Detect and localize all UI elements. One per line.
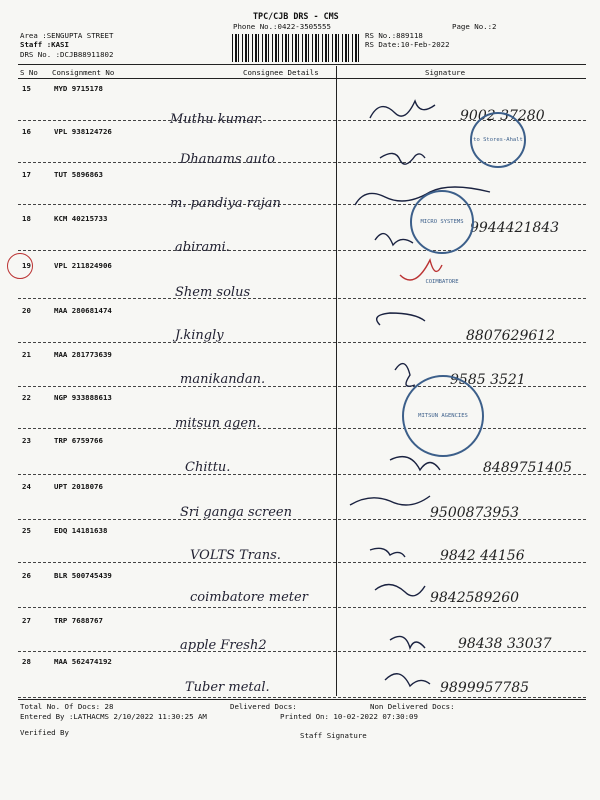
row-no: 28 — [22, 657, 31, 666]
row-no: 17 — [22, 170, 31, 179]
row-code: NGP 933888613 — [54, 393, 112, 402]
row-code: BLR 500745439 — [54, 571, 112, 580]
row-no: 24 — [22, 482, 31, 491]
handwritten-name: mitsun agen. — [175, 416, 261, 431]
handwritten-name: Sri ganga screen — [180, 505, 292, 520]
col-sno: S No — [20, 68, 38, 77]
delivered-docs: Delivered Docs: — [230, 702, 297, 711]
signature-mark — [380, 153, 425, 164]
printed-on: Printed On: 10-02-2022 07:30:09 — [280, 712, 418, 721]
column-divider — [336, 66, 337, 696]
header-rule-bottom — [18, 78, 586, 79]
handwritten-name: J.kingly — [175, 328, 224, 343]
row-code: MAA 281773639 — [54, 350, 112, 359]
handwritten-name: Dhanams auto — [180, 152, 275, 167]
row-no: 26 — [22, 571, 31, 580]
row-code: EDQ 14181638 — [54, 526, 108, 535]
row-code: TRP 7688767 — [54, 616, 103, 625]
barcode — [232, 34, 362, 62]
circled-row-mark — [7, 253, 33, 279]
page-number: Page No.:2 — [452, 22, 497, 31]
row-code: UPT 2018076 — [54, 482, 103, 491]
staff-signature: Staff Signature — [300, 731, 367, 740]
signature-mark — [375, 234, 413, 245]
signature-mark — [350, 496, 430, 505]
header-rule-top — [18, 64, 586, 65]
footer-rule — [18, 699, 586, 700]
row-code: TRP 6759766 — [54, 436, 103, 445]
drs-number: DRS No. :DCJB88911802 — [20, 50, 114, 59]
handwritten-name: abirami. — [175, 240, 230, 255]
area-label: Area :SENGUPTA STREET — [20, 31, 114, 40]
sheet-title: TPC/CJB DRS - CMS — [253, 11, 339, 21]
phone-number: Phone No.:0422-3505555 — [233, 22, 331, 31]
handwritten-name: Shem solus — [175, 285, 251, 300]
handwritten-name: m. pandiya rajan — [170, 196, 281, 211]
signature-mark — [370, 101, 435, 118]
handwritten-phone: 9899957785 — [440, 680, 530, 696]
handwritten-phone: 9842589260 — [430, 590, 520, 606]
micro-systems-stamp: MICRO SYSTEMS COIMBATORE — [410, 190, 474, 254]
entered-by: Entered By :LATHACMS 2/10/2022 11:30:25 AM — [20, 712, 207, 721]
handwritten-name: VOLTS Trans. — [190, 548, 281, 563]
handwritten-phone: 9944421843 — [470, 220, 560, 236]
row-code: VPL 938124726 — [54, 127, 112, 136]
row-no: 20 — [22, 306, 31, 315]
signature-mark — [395, 364, 415, 387]
handwritten-name: Chittu. — [185, 460, 231, 475]
row-code: MAA 562474192 — [54, 657, 112, 666]
handwritten-phone: 9585 3521 — [450, 372, 526, 388]
mitsun-agencies-stamp: MITSUN AGENCIES — [402, 375, 484, 457]
handwritten-phone: 8807629612 — [466, 328, 556, 344]
signature-mark — [370, 548, 405, 557]
row-no: 15 — [22, 84, 31, 93]
row-no: 16 — [22, 127, 31, 136]
row-code: MAA 280681474 — [54, 306, 112, 315]
total-docs: Total No. Of Docs: 28 — [20, 702, 114, 711]
signature-mark — [375, 584, 425, 595]
verified-by: Verified By — [20, 728, 69, 737]
row-no: 25 — [22, 526, 31, 535]
handwritten-phone: 8489751405 — [483, 460, 573, 476]
row-no: 22 — [22, 393, 31, 402]
row-no: 23 — [22, 436, 31, 445]
signature-mark — [390, 636, 425, 648]
col-consignee: Consignee Details — [243, 68, 319, 77]
row-code: MYD 9715178 — [54, 84, 103, 93]
handwritten-phone: 9500873953 — [430, 505, 520, 521]
row-no: 19 — [22, 261, 31, 270]
handwritten-phone: 9002 37280 — [460, 108, 545, 124]
row-code: TUT 5896863 — [54, 170, 103, 179]
handwritten-name: manikandan. — [180, 372, 266, 387]
row-no: 18 — [22, 214, 31, 223]
col-consignment: Consignment No — [52, 68, 115, 77]
row-code: KCM 40215733 — [54, 214, 108, 223]
handwritten-name: apple Fresh2 — [180, 638, 267, 653]
row-code: VPL 211824906 — [54, 261, 112, 270]
handwritten-phone: 98438 33037 — [458, 636, 552, 652]
signature-mark — [390, 457, 440, 470]
handwritten-phone: 9842 44156 — [440, 548, 525, 564]
rs-number: RS No.:889118 — [365, 31, 423, 40]
staff-label: Staff :KASI — [20, 40, 69, 49]
rs-date: RS Date:10-Feb-2022 — [365, 40, 450, 49]
non-delivered-docs: Non Delivered Docs: — [370, 702, 455, 711]
handwritten-name: Tuber metal. — [185, 680, 270, 695]
signature-mark — [385, 674, 430, 686]
row-no: 21 — [22, 350, 31, 359]
col-signature: Signature — [425, 68, 466, 77]
handwritten-name: Muthu kumar. — [170, 112, 264, 127]
row-no: 27 — [22, 616, 31, 625]
handwritten-name: coimbatore meter — [190, 590, 308, 605]
stores-stamp: to Stores-Ahalt — [470, 112, 526, 168]
signature-mark — [377, 313, 425, 325]
